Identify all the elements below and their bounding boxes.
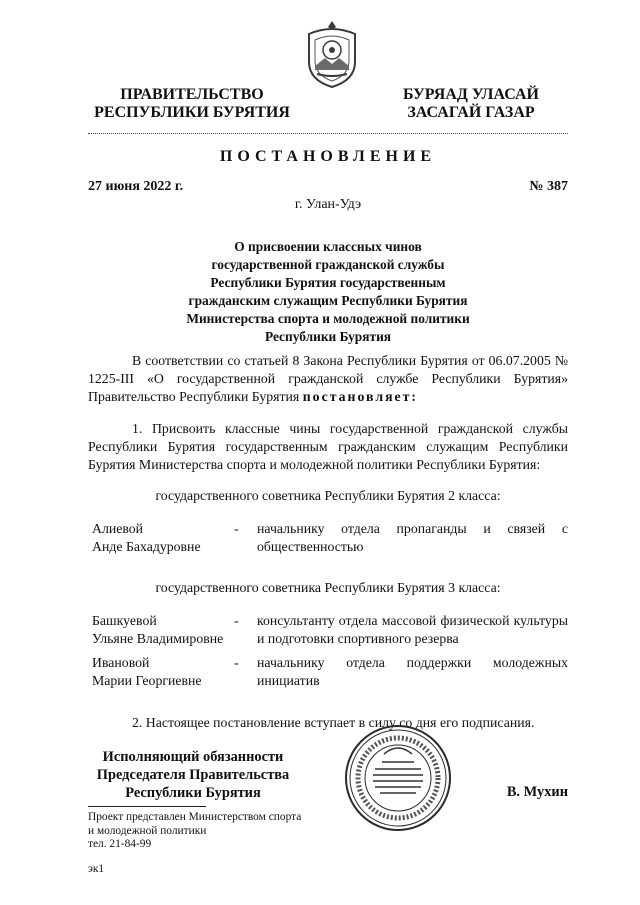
decree-word: постановляет: xyxy=(302,389,419,404)
employee-given-name: Марии Георгиевне xyxy=(92,673,202,688)
employee-surname: Ивановой xyxy=(92,655,150,670)
rank-heading: государственного советника Республики Бурятия 3 класса: xyxy=(155,580,501,595)
document-number: № 387 xyxy=(529,179,568,194)
title-line: Республики Бурятия государственным xyxy=(210,275,446,290)
header-left-line-1: ПРАВИТЕЛЬСТВО xyxy=(120,86,264,103)
preamble-paragraph xyxy=(88,352,568,406)
entry-dash: - xyxy=(234,655,239,670)
employee-position: консультанту отдела массовой физической культуры и подготовки спортивного резерва xyxy=(257,613,568,646)
document-city: г. Улан-Удэ xyxy=(294,197,362,212)
title-line: гражданским служащим Республики Бурятия xyxy=(188,293,468,308)
signer-position-line: Республики Бурятия xyxy=(125,785,261,801)
signer-name: В. Мухин xyxy=(506,784,568,800)
document-code: эк1 xyxy=(88,863,105,875)
footer-divider xyxy=(88,806,206,807)
employee-given-name: Ульяне Владимировне xyxy=(92,631,224,646)
header-right-line-1: БУРЯАД УЛАСАЙ xyxy=(403,86,539,103)
coat-of-arms-emblem xyxy=(301,18,363,90)
footer-line: Проект представлен Министерством спорта xyxy=(88,811,302,823)
employee-name xyxy=(92,654,232,690)
official-seal-stamp xyxy=(344,724,452,832)
footer-line: и молодежной политики xyxy=(88,824,207,837)
signer-position xyxy=(88,748,298,802)
employee-given-name: Анде Бахадуровне xyxy=(92,539,201,554)
preamble-text: В соответствии со статьей 8 Закона Республики Бурятия от 06.07.2005 № 1225-III «О государственной гражданской службе Республики Бурятия» Правительство Республики Бурятия xyxy=(88,353,568,404)
rank-heading: государственного советника Республики Бурятия 2 класса: xyxy=(155,488,501,503)
title-line: государственной гражданской службы xyxy=(211,257,445,272)
clause-1: 1. Присвоить классные чины государственной гражданской службы Республики Бурятия государственным гражданским служащим Республики Бурятия Министерства спорта и молодежной политики Республики Бурятия: xyxy=(88,421,568,472)
document-date: 27 июня 2022 г. xyxy=(88,179,184,194)
title-line: О присвоении классных чинов xyxy=(234,239,422,254)
document-title xyxy=(168,238,488,346)
entry-dash: - xyxy=(234,521,239,536)
header-right-line-2: ЗАСАГАЙ ГАЗАР xyxy=(407,104,535,121)
header-divider xyxy=(88,133,568,134)
employee-name xyxy=(92,612,232,648)
entry-dash: - xyxy=(234,613,239,628)
employee-position: начальнику отдела пропаганды и связей с общественностью xyxy=(257,521,568,554)
header-left-line-2: РЕСПУБЛИКИ БУРЯТИЯ xyxy=(94,104,290,121)
signer-position-line: Исполняющий обязанности xyxy=(102,749,284,765)
signer-position-line: Председателя Правительства xyxy=(96,767,290,783)
title-line: Министерства спорта и молодежной политики xyxy=(186,311,470,326)
employee-surname: Башкуевой xyxy=(92,613,157,628)
footer-note xyxy=(88,811,358,852)
government-name-russian xyxy=(92,86,292,122)
footer-line: тел. 21-84-99 xyxy=(88,838,152,850)
title-line: Республики Бурятия xyxy=(264,329,392,344)
employee-position: начальнику отдела поддержки молодежных инициатив xyxy=(257,655,568,688)
government-name-buryat xyxy=(400,86,542,122)
employee-surname: Алиевой xyxy=(92,521,144,536)
clause-2: 2. Настоящее постановление вступает в силу со дня его подписания. xyxy=(132,715,535,730)
employee-name xyxy=(92,520,232,556)
document-type: ПОСТАНОВЛЕНИЕ xyxy=(219,148,437,165)
